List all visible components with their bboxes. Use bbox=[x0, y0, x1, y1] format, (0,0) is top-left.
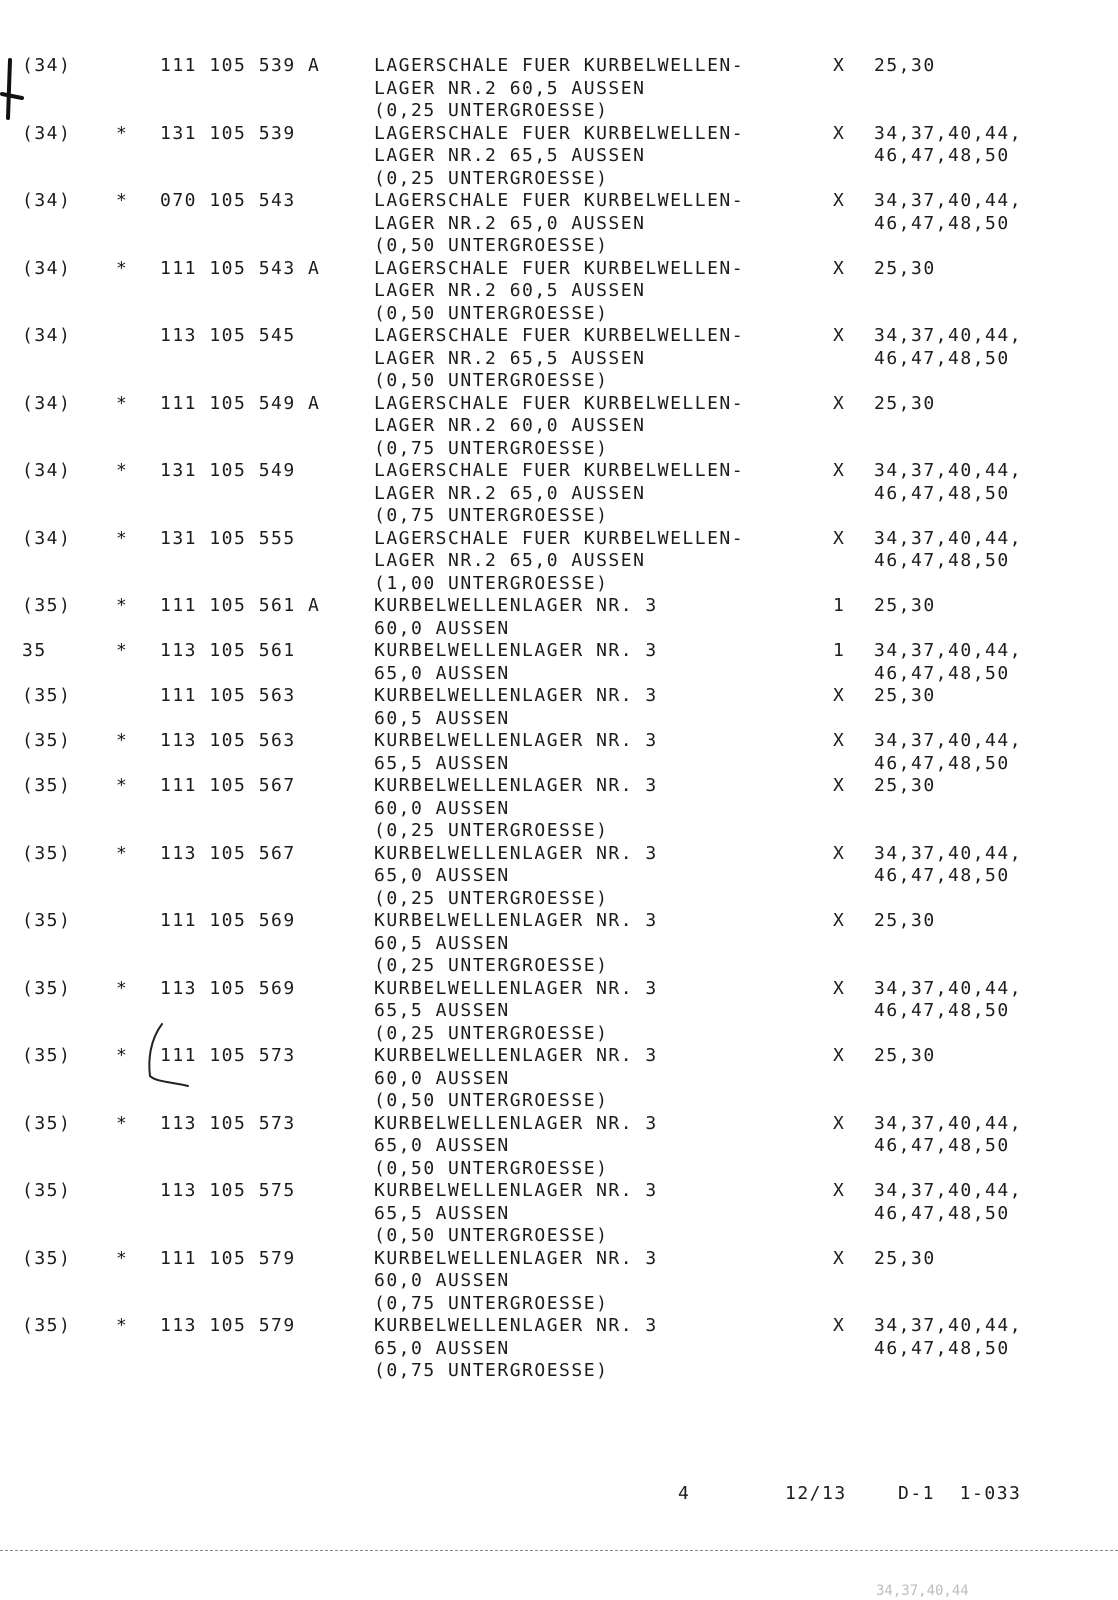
model-list: 34,37,40,44, 46,47,48,50 bbox=[874, 640, 1023, 684]
change-marker: * bbox=[116, 730, 129, 751]
model-list: 25,30 bbox=[874, 775, 936, 796]
part-description: LAGERSCHALE FUER KURBELWELLEN- LAGER NR.2 60,0 AUSSEN (0,75 UNTERGROESSE) bbox=[374, 392, 745, 459]
part-description: LAGERSCHALE FUER KURBELWELLEN- LAGER NR.2 65,5 AUSSEN (0,25 UNTERGROESSE) bbox=[374, 122, 745, 189]
part-description: KURBELWELLENLAGER NR. 3 60,0 AUSSEN (0,75 UNTERGROESSE) bbox=[374, 1247, 658, 1314]
part-number: 111 105 561 A bbox=[160, 595, 321, 616]
position-ref: (34) bbox=[22, 190, 72, 211]
part-description: KURBELWELLENLAGER NR. 3 60,0 AUSSEN bbox=[374, 595, 658, 639]
quantity: X bbox=[833, 1180, 846, 1201]
change-marker: * bbox=[116, 190, 129, 211]
position-ref: (35) bbox=[22, 775, 72, 796]
change-marker: * bbox=[116, 1247, 129, 1269]
position-ref: (35) bbox=[22, 595, 72, 616]
model-list: 25,30 bbox=[874, 1045, 936, 1066]
quantity: X bbox=[833, 685, 846, 706]
model-list: 25,30 bbox=[874, 257, 936, 279]
part-description: LAGERSCHALE FUER KURBELWELLEN- LAGER NR.2 60,5 AUSSEN (0,50 UNTERGROESSE) bbox=[374, 257, 745, 324]
quantity: X bbox=[833, 460, 846, 481]
part-number: 131 105 539 bbox=[160, 122, 296, 144]
change-marker: * bbox=[116, 595, 129, 616]
position-ref: (35) bbox=[22, 977, 72, 999]
part-description: LAGERSCHALE FUER KURBELWELLEN- LAGER NR.2 60,5 AUSSEN (0,25 UNTERGROESSE) bbox=[374, 55, 745, 121]
model-list: 34,37,40,44, 46,47,48,50 bbox=[874, 325, 1023, 369]
model-list: 34,37,40,44, 46,47,48,50 bbox=[874, 977, 1023, 1021]
part-number: 131 105 549 bbox=[160, 460, 296, 481]
quantity: X bbox=[833, 910, 846, 931]
quantity: X bbox=[833, 1247, 846, 1269]
part-number: 111 105 539 A bbox=[160, 55, 321, 76]
part-number: 111 105 569 bbox=[160, 910, 296, 931]
quantity: X bbox=[833, 392, 846, 414]
change-marker: * bbox=[116, 460, 129, 481]
quantity: 1 bbox=[833, 640, 846, 661]
part-number: 131 105 555 bbox=[160, 527, 296, 549]
part-number: 113 105 575 bbox=[160, 1180, 296, 1201]
position-ref: (35) bbox=[22, 1045, 72, 1066]
position-ref: (34) bbox=[22, 55, 72, 76]
part-description: KURBELWELLENLAGER NR. 3 65,5 AUSSEN (0,25 UNTERGROESSE) bbox=[374, 977, 658, 1044]
position-ref: (34) bbox=[22, 460, 72, 481]
model-list: 25,30 bbox=[874, 685, 936, 706]
change-marker: * bbox=[116, 527, 129, 549]
change-marker: * bbox=[116, 1112, 129, 1134]
part-number: 070 105 543 bbox=[160, 190, 296, 211]
quantity: X bbox=[833, 775, 846, 796]
model-list: 25,30 bbox=[874, 1247, 936, 1269]
part-description: KURBELWELLENLAGER NR. 3 65,5 AUSSEN (0,50 UNTERGROESSE) bbox=[374, 1180, 658, 1246]
part-number: 113 105 563 bbox=[160, 730, 296, 751]
part-description: KURBELWELLENLAGER NR. 3 60,0 AUSSEN (0,25 UNTERGROESSE) bbox=[374, 775, 658, 841]
margin-mark-icon bbox=[0, 58, 24, 128]
quantity: X bbox=[833, 1112, 846, 1134]
change-marker: * bbox=[116, 1045, 129, 1066]
part-description: KURBELWELLENLAGER NR. 3 65,0 AUSSEN bbox=[374, 640, 658, 684]
sheet-number: 12/13 bbox=[785, 1483, 847, 1504]
model-list: 34,37,40,44, 46,47,48,50 bbox=[874, 1315, 1023, 1359]
part-number: 111 105 579 bbox=[160, 1247, 296, 1269]
part-number: 113 105 545 bbox=[160, 325, 296, 346]
position-ref: (34) bbox=[22, 257, 72, 279]
model-list: 25,30 bbox=[874, 910, 936, 931]
part-number: 111 105 543 A bbox=[160, 257, 321, 279]
position-ref: (34) bbox=[22, 392, 72, 414]
part-description: KURBELWELLENLAGER NR. 3 65,5 AUSSEN bbox=[374, 730, 658, 774]
change-marker: * bbox=[116, 257, 129, 279]
position-ref: (35) bbox=[22, 1112, 72, 1134]
part-number: 113 105 573 bbox=[160, 1112, 296, 1134]
part-number: 113 105 561 bbox=[160, 640, 296, 661]
change-marker: * bbox=[116, 1315, 129, 1336]
quantity: X bbox=[833, 842, 846, 864]
part-number: 113 105 569 bbox=[160, 977, 296, 999]
quantity: X bbox=[833, 325, 846, 346]
quantity: X bbox=[833, 1045, 846, 1066]
position-ref: (35) bbox=[22, 1315, 72, 1336]
part-number: 113 105 567 bbox=[160, 842, 296, 864]
page-number: 4 bbox=[678, 1483, 691, 1504]
model-list: 34,37,40,44, 46,47,48,50 bbox=[874, 1180, 1023, 1224]
position-ref: (35) bbox=[22, 910, 72, 931]
part-number: 113 105 579 bbox=[160, 1315, 296, 1336]
part-description: KURBELWELLENLAGER NR. 3 60,0 AUSSEN (0,50 UNTERGROESSE) bbox=[374, 1045, 658, 1111]
model-list: 25,30 bbox=[874, 595, 936, 616]
model-list: 34,37,40,44, 46,47,48,50 bbox=[874, 190, 1023, 234]
model-list: 34,37,40,44, 46,47,48,50 bbox=[874, 730, 1023, 774]
part-number: 111 105 549 A bbox=[160, 392, 321, 414]
model-list: 25,30 bbox=[874, 55, 936, 76]
quantity: X bbox=[833, 257, 846, 279]
model-list: 34,37,40,44, 46,47,48,50 bbox=[874, 842, 1023, 886]
part-description: KURBELWELLENLAGER NR. 3 65,0 AUSSEN (0,75 UNTERGROESSE) bbox=[374, 1315, 658, 1381]
model-list: 34,37,40,44, 46,47,48,50 bbox=[874, 460, 1023, 504]
change-marker: * bbox=[116, 392, 129, 414]
change-marker: * bbox=[116, 640, 129, 661]
position-ref: (35) bbox=[22, 1180, 72, 1201]
position-ref: (35) bbox=[22, 1247, 72, 1269]
part-number: 111 105 563 bbox=[160, 685, 296, 706]
position-ref: (35) bbox=[22, 730, 72, 751]
change-marker: * bbox=[116, 977, 129, 999]
change-marker: * bbox=[116, 842, 129, 864]
position-ref: (34) bbox=[22, 325, 72, 346]
change-marker: * bbox=[116, 775, 129, 796]
part-description: KURBELWELLENLAGER NR. 3 65,0 AUSSEN (0,50 UNTERGROESSE) bbox=[374, 1112, 658, 1179]
quantity: X bbox=[833, 1315, 846, 1336]
position-ref: (35) bbox=[22, 842, 72, 864]
part-description: LAGERSCHALE FUER KURBELWELLEN- LAGER NR.2 65,0 AUSSEN (1,00 UNTERGROESSE) bbox=[374, 527, 745, 594]
quantity: X bbox=[833, 55, 846, 76]
quantity: X bbox=[833, 977, 846, 999]
quantity: X bbox=[833, 122, 846, 144]
position-ref: (34) bbox=[22, 527, 72, 549]
page-divider bbox=[0, 1550, 1118, 1551]
quantity: X bbox=[833, 527, 846, 549]
next-page-fragment: 34,37,40,44 bbox=[876, 1583, 969, 1599]
part-description: KURBELWELLENLAGER NR. 3 60,5 AUSSEN (0,25 UNTERGROESSE) bbox=[374, 910, 658, 976]
quantity: X bbox=[833, 730, 846, 751]
part-description: KURBELWELLENLAGER NR. 3 60,5 AUSSEN bbox=[374, 685, 658, 729]
change-marker: * bbox=[116, 122, 129, 144]
model-list: 34,37,40,44, 46,47,48,50 bbox=[874, 527, 1023, 571]
part-number: 111 105 573 bbox=[160, 1045, 296, 1066]
part-number: 111 105 567 bbox=[160, 775, 296, 796]
model-list: 25,30 bbox=[874, 392, 936, 414]
part-description: LAGERSCHALE FUER KURBELWELLEN- LAGER NR.2 65,0 AUSSEN (0,75 UNTERGROESSE) bbox=[374, 460, 745, 526]
position-ref: (34) bbox=[22, 122, 72, 144]
part-description: LAGERSCHALE FUER KURBELWELLEN- LAGER NR.2 65,5 AUSSEN (0,50 UNTERGROESSE) bbox=[374, 325, 745, 391]
section-code: D-1 1-033 bbox=[898, 1483, 1022, 1504]
position-ref: (35) bbox=[22, 685, 72, 706]
quantity: X bbox=[833, 190, 846, 211]
model-list: 34,37,40,44, 46,47,48,50 bbox=[874, 1112, 1023, 1156]
quantity: 1 bbox=[833, 595, 846, 616]
position-ref: 35 bbox=[22, 640, 47, 661]
part-description: LAGERSCHALE FUER KURBELWELLEN- LAGER NR.2 65,0 AUSSEN (0,50 UNTERGROESSE) bbox=[374, 190, 745, 256]
model-list: 34,37,40,44, 46,47,48,50 bbox=[874, 122, 1023, 166]
part-description: KURBELWELLENLAGER NR. 3 65,0 AUSSEN (0,25 UNTERGROESSE) bbox=[374, 842, 658, 909]
